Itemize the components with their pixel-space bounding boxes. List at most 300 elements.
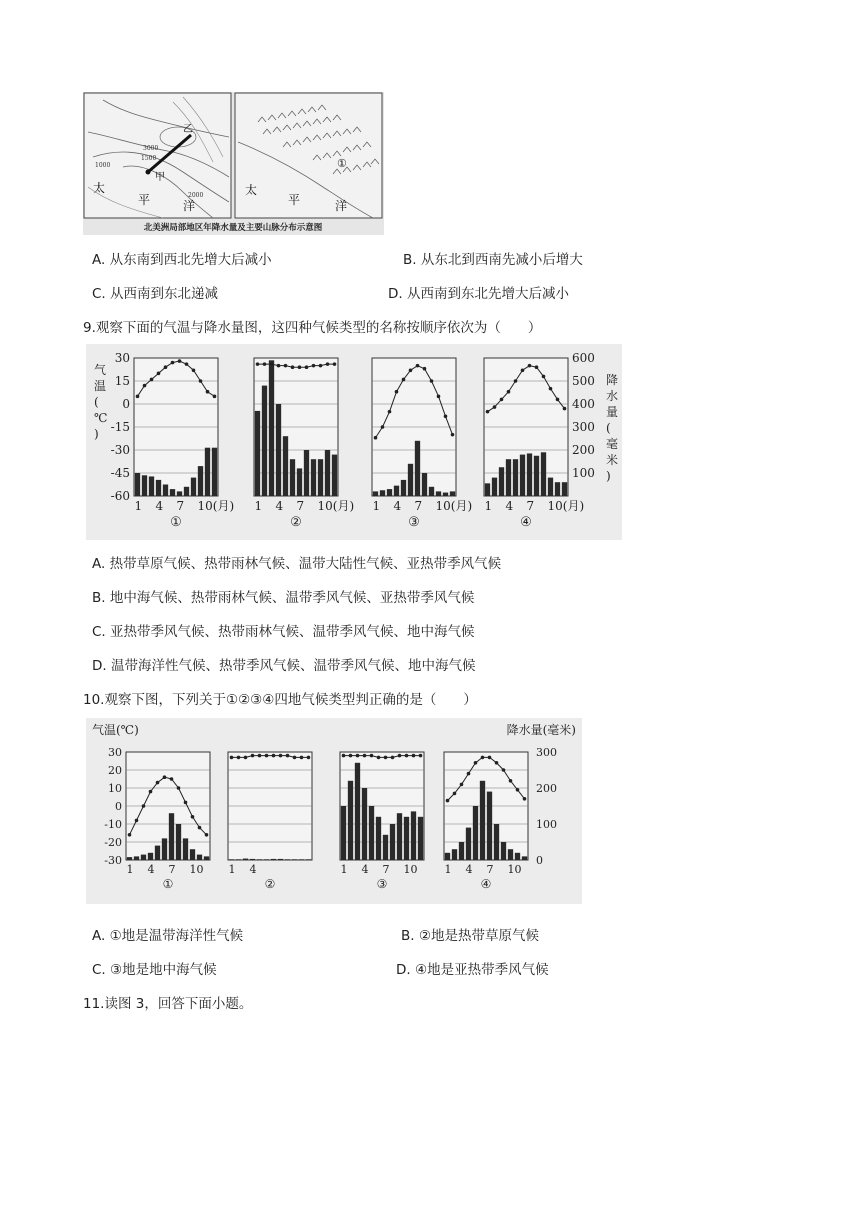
q9-precip-bar [325, 450, 330, 496]
map-label-circle1: ① [337, 157, 347, 170]
q9-temp-point [277, 364, 281, 368]
q9-precip-bar [436, 491, 441, 496]
q10-temp-point [307, 756, 311, 760]
q9-left-tick: 30 [114, 351, 130, 365]
q9-temp-point [528, 364, 532, 368]
q9-right-tick: 500 [572, 374, 595, 388]
q9-temp-point [305, 365, 309, 369]
q9-precip-bar [269, 360, 274, 496]
q9-temp-point [312, 364, 316, 368]
q10-temp-point [279, 754, 283, 758]
q10-left-tick: 10 [108, 782, 122, 795]
q10-precip-bar [306, 859, 311, 860]
q9-temp-point [542, 375, 546, 379]
q10-precip-bar [183, 838, 188, 860]
q9-right-axis-label: 毫 [606, 437, 619, 451]
q10-temp-point [156, 781, 160, 785]
q9-option-c[interactable]: C. 亚热带季风气候、热带雨林气候、温带季风气候、地中海气候 [92, 624, 475, 640]
q10-temp-point [170, 777, 174, 781]
q9-precip-bar [534, 456, 539, 496]
q9-x-tick: 1 [484, 499, 493, 513]
q9-temp-point [319, 364, 323, 368]
map-label-jia: 甲 [155, 172, 165, 183]
contour-label-3000: 3000 [143, 145, 159, 152]
q10-temp-point [412, 754, 416, 758]
contour-label-1500: 1500 [141, 155, 157, 162]
q9-temp-point [535, 365, 539, 369]
q10-temp-point [481, 756, 485, 760]
q9-left-axis-label: ℃ [94, 411, 108, 425]
q9-option-d[interactable]: D. 温带海洋性气候、热带季风气候、温带季风气候、地中海气候 [92, 658, 476, 674]
q9-x-tick: 10(月) [317, 499, 355, 513]
q10-option-a[interactable]: A. ①地是温带海洋性气候 [92, 928, 244, 944]
q9-precip-bar [408, 464, 413, 496]
q9-temp-point [416, 364, 420, 368]
q10-x-tick: 1 [126, 863, 134, 876]
q10-left-tick: -10 [104, 818, 122, 831]
q10-precip-bar [501, 842, 506, 860]
q9-temp-point [388, 410, 392, 414]
q9-climate-chart [86, 344, 622, 540]
q9-precip-bar [401, 480, 406, 496]
q10-temp-point [349, 754, 353, 758]
q9-precip-bar [485, 483, 490, 496]
q9-temp-point [451, 433, 455, 437]
q10-x-tick: 1 [228, 863, 236, 876]
q10-precip-bar [487, 792, 492, 860]
q10-precip-bar [278, 859, 283, 860]
q10-precip-bar [292, 859, 297, 860]
q10-temp-point [177, 786, 181, 790]
q9-x-tick: 1 [372, 499, 381, 513]
q10-temp-point [128, 833, 132, 837]
q9-temp-point [298, 365, 302, 369]
q10-temp-point [391, 756, 395, 760]
q9-precip-bar [177, 491, 182, 496]
q9-temp-point [374, 436, 378, 440]
q9-temp-point [514, 379, 518, 383]
q10-precip-bar [397, 813, 402, 860]
q10-precip-bar [376, 817, 381, 860]
q9-precip-bar [170, 489, 175, 496]
q10-temp-point [488, 756, 492, 760]
q9-x-tick: 10(月) [547, 499, 585, 513]
q10-precip-bar [176, 824, 181, 860]
q9-temp-point [157, 372, 161, 376]
q10-precip-bar [299, 859, 304, 860]
q10-precip-bar [369, 806, 374, 860]
q10-temp-point [286, 754, 290, 758]
q10-temp-point [300, 756, 304, 760]
q9-precip-bar [548, 478, 553, 496]
q9-temp-point [192, 368, 196, 372]
q10-precip-bar [236, 859, 241, 860]
q9-precip-bar [318, 459, 323, 496]
q9-precip-bar [276, 404, 281, 496]
q10-temp-point [356, 754, 360, 758]
q9-x-tick: 1 [254, 499, 263, 513]
q9-precip-bar [304, 450, 309, 496]
q9-precip-bar [205, 448, 210, 496]
q10-temp-point [446, 799, 450, 803]
q9-precip-bar [387, 489, 392, 496]
q10-precip-bar [204, 856, 209, 860]
q9-precip-bar [394, 486, 399, 496]
q9-temp-point [171, 361, 175, 365]
q9-x-tick: 1 [134, 499, 143, 513]
q9-temp-point [507, 390, 511, 394]
q10-temp-point [509, 779, 513, 783]
q9-temp-point [256, 362, 260, 366]
q10-option-c[interactable]: C. ③地是地中海气候 [92, 962, 217, 978]
q9-stem: 9.观察下面的气温与降水量图，这四种气候类型的名称按顺序依次为（ ） [83, 320, 542, 336]
q10-precip-bar [459, 842, 464, 860]
q10-precip-bar [473, 806, 478, 860]
q10-temp-point [163, 775, 167, 779]
q10-precip-bar [515, 853, 520, 860]
q10-precip-bar [162, 838, 167, 860]
q10-right-axis-label: 降水量(毫米) [506, 723, 576, 737]
q9-temp-point [284, 364, 288, 368]
q9-precip-bar [156, 480, 161, 496]
q10-left-tick: 0 [115, 800, 122, 813]
q10-x-tick: 4 [465, 863, 473, 876]
q9-temp-point [430, 379, 434, 383]
q10-precip-bar [127, 857, 132, 860]
q10-panel-label: ① [162, 877, 174, 891]
q9-precip-bar [513, 459, 518, 496]
q10-precip-bar [197, 855, 202, 860]
q9-x-tick: 4 [275, 499, 284, 513]
q9-precip-bar [520, 455, 525, 496]
q10-left-axis-label: 气温(℃) [92, 723, 139, 737]
q10-right-tick: 100 [536, 818, 557, 831]
q10-precip-bar [418, 817, 423, 860]
q9-panel-label: ② [290, 515, 302, 530]
map-label-yi: 乙 [183, 124, 193, 135]
q10-temp-point [149, 790, 153, 794]
q10-temp-point [419, 754, 423, 758]
q9-precip-bar [499, 467, 504, 496]
q9-x-tick: 4 [155, 499, 164, 513]
q9-right-axis-label: 降 [606, 373, 619, 387]
q9-temp-point [423, 367, 427, 371]
q9-panel-label: ① [170, 515, 182, 530]
q10-temp-point [230, 756, 234, 760]
q9-temp-point [381, 425, 385, 429]
q10-precip-bar [190, 849, 195, 860]
q10-precip-bar [355, 763, 360, 860]
q10-right-tick: 300 [536, 746, 557, 759]
q9-temp-point [409, 368, 413, 372]
q9-temp-point [291, 365, 295, 369]
q9-temp-point [521, 368, 525, 372]
q9-panel-label: ④ [520, 515, 532, 530]
q10-panel-label: ③ [376, 877, 388, 891]
q9-temp-point [213, 395, 217, 399]
q10-precip-bar [452, 849, 457, 860]
q10-temp-point [237, 756, 241, 760]
q9-right-axis-label: 水 [606, 389, 619, 403]
q9-x-tick: 7 [296, 499, 305, 513]
q9-left-tick: -15 [110, 420, 130, 434]
q10-precip-bar [155, 846, 160, 860]
q9-x-tick: 10(月) [197, 499, 235, 513]
q10-precip-bar [390, 824, 395, 860]
q10-temp-point [495, 761, 499, 765]
north-america-precipitation-map [83, 92, 384, 235]
q9-temp-point [143, 384, 147, 388]
q10-stem: 10.观察下图，下列关于①②③④四地气候类型判正确的是（ ） [83, 692, 477, 708]
q10-right-tick: 0 [536, 854, 543, 867]
q10-precip-bar [341, 806, 346, 860]
q9-left-tick: 15 [114, 374, 130, 388]
q10-temp-point [293, 756, 297, 760]
q9-x-tick: 7 [414, 499, 423, 513]
q9-right-axis-label: 米 [606, 453, 619, 467]
q9-x-tick: 4 [393, 499, 402, 513]
q10-temp-point [251, 754, 255, 758]
q10-option-d[interactable]: D. ④地是亚热带季风气候 [396, 962, 549, 978]
q9-temp-point [185, 362, 189, 366]
contour-label-1000: 1000 [95, 162, 111, 169]
q9-temp-point [326, 362, 330, 366]
q10-precip-bar [522, 856, 527, 860]
q8-option-c[interactable]: C. 从西南到东北递减 [92, 286, 219, 302]
q9-right-tick: 200 [572, 443, 595, 457]
q10-left-tick: 30 [108, 746, 122, 759]
q9-temp-point [136, 395, 140, 399]
contour-label-2000: 2000 [188, 192, 204, 199]
q10-temp-point [258, 754, 262, 758]
q10-temp-point [460, 783, 464, 787]
q9-left-axis-label: ) [94, 427, 99, 441]
q10-temp-point [198, 826, 202, 830]
q9-option-b[interactable]: B. 地中海气候、热带雨林气候、温带季风气候、亚热带季风气候 [92, 590, 475, 606]
q9-right-axis-label: ) [606, 469, 611, 483]
q9-precip-bar [163, 485, 168, 497]
q8-option-d[interactable]: D. 从西南到东北先增大后减小 [388, 286, 569, 302]
q8-option-b[interactable]: B. 从东北到西南先减小后增大 [403, 252, 583, 268]
q10-precip-bar [445, 853, 450, 860]
q9-precip-bar [191, 478, 196, 496]
q9-left-tick: 0 [122, 397, 130, 411]
q10-temp-point [516, 788, 520, 792]
q10-precip-bar [494, 824, 499, 860]
q9-temp-point [437, 395, 441, 399]
q10-climate-chart [86, 718, 582, 904]
q10-x-tick: 7 [486, 863, 494, 876]
q9-precip-bar [184, 487, 189, 496]
q10-left-tick: -30 [104, 854, 122, 867]
q10-temp-point [405, 754, 409, 758]
q10-x-tick: 7 [168, 863, 176, 876]
q9-precip-bar [311, 459, 316, 496]
q10-temp-point [191, 815, 195, 819]
q10-temp-point [502, 768, 506, 772]
q9-temp-point [164, 365, 168, 369]
q9-x-tick: 7 [526, 499, 535, 513]
q10-precip-bar [250, 859, 255, 860]
map-label-yang: 洋 [183, 199, 196, 213]
q10-temp-point [205, 833, 209, 837]
q11-stem: 11.读图 3，回答下面小题。 [83, 996, 253, 1012]
q10-precip-bar [229, 859, 234, 860]
q9-temp-point [402, 378, 406, 382]
q10-panel-label: ② [264, 877, 276, 891]
q9-right-tick: 300 [572, 420, 595, 434]
q9-precip-bar [555, 482, 560, 496]
q9-right-tick: 600 [572, 351, 595, 365]
q10-panel-label: ④ [480, 877, 492, 891]
q10-precip-bar [348, 781, 353, 860]
q10-temp-point [453, 792, 457, 796]
q10-precip-bar [383, 835, 388, 860]
q10-x-tick: 4 [361, 863, 369, 876]
q9-option-a[interactable]: A. 热带草原气候、热带雨林气候、温带大陆性气候、亚热带季风气候 [92, 556, 502, 572]
q9-temp-point [500, 398, 504, 402]
q10-precip-bar [466, 828, 471, 860]
map-label-yang-right: 洋 [335, 199, 348, 213]
q9-temp-point [270, 362, 274, 366]
q9-temp-point [444, 414, 448, 418]
q10-option-b[interactable]: B. ②地是热带草原气候 [401, 928, 539, 944]
map-label-tai: 太 [93, 181, 106, 195]
q10-right-tick: 200 [536, 782, 557, 795]
q10-precip-bar [257, 859, 262, 860]
q10-precip-bar [362, 788, 367, 860]
q10-temp-point [142, 804, 146, 808]
q9-precip-bar [149, 476, 154, 496]
q9-left-tick: -45 [110, 466, 130, 480]
q10-temp-point [370, 754, 374, 758]
q9-temp-point [263, 362, 267, 366]
q9-precip-bar [212, 448, 217, 496]
q10-temp-point [384, 756, 388, 760]
q9-right-axis-label: 量 [606, 405, 619, 419]
q10-precip-bar [141, 855, 146, 860]
q10-temp-point [265, 754, 269, 758]
q10-temp-point [363, 754, 367, 758]
q9-right-tick: 100 [572, 466, 595, 480]
q9-precip-bar [283, 436, 288, 496]
q9-temp-point [563, 407, 567, 411]
q9-left-axis-label: ( [94, 395, 99, 409]
q10-temp-point [377, 756, 381, 760]
q9-precip-bar [135, 473, 140, 496]
q10-temp-point [135, 819, 139, 823]
q9-left-tick: -30 [110, 443, 130, 457]
q9-temp-point [150, 378, 154, 382]
q10-temp-point [398, 754, 402, 758]
q9-precip-bar [297, 468, 302, 496]
q9-x-tick: 4 [505, 499, 514, 513]
q9-panel-label: ③ [408, 515, 420, 530]
q10-precip-bar [169, 813, 174, 860]
q9-temp-point [486, 410, 490, 414]
q10-precip-bar [508, 849, 513, 860]
q10-x-tick: 1 [340, 863, 348, 876]
q10-temp-point [184, 801, 188, 805]
q10-precip-bar [480, 781, 485, 860]
q9-temp-point [395, 390, 399, 394]
q10-precip-bar [134, 856, 139, 860]
map-caption: 北美洲局部地区年降水量及主要山脉分布示意图 [143, 223, 323, 233]
q9-temp-point [556, 398, 560, 402]
q9-temp-point [333, 362, 337, 366]
q9-precip-bar [429, 487, 434, 496]
q9-temp-point [206, 390, 210, 394]
q9-temp-point [493, 405, 497, 409]
q10-x-tick: 4 [249, 863, 257, 876]
q10-x-tick: 4 [147, 863, 155, 876]
q9-precip-bar [373, 491, 378, 496]
q10-left-tick: -20 [104, 836, 122, 849]
q8-option-a[interactable]: A. 从东南到西北先增大后减小 [92, 252, 272, 268]
q9-precip-bar [380, 490, 385, 496]
q9-right-axis-label: ( [606, 421, 611, 435]
q10-precip-bar [411, 811, 416, 860]
q9-precip-bar [443, 493, 448, 496]
q9-temp-point [199, 379, 203, 383]
q9-left-tick: -60 [110, 489, 130, 503]
q10-temp-point [467, 772, 471, 776]
q9-temp-point [178, 359, 182, 363]
q9-precip-bar [562, 482, 567, 496]
q10-x-tick: 1 [444, 863, 452, 876]
q10-temp-point [244, 756, 248, 760]
q9-precip-bar [332, 455, 337, 496]
q10-x-tick: 10 [189, 863, 204, 876]
q9-precip-bar [527, 453, 532, 496]
q9-precip-bar [290, 459, 295, 496]
q9-precip-bar [142, 475, 147, 496]
q10-precip-bar [271, 859, 276, 860]
q10-precip-bar [285, 859, 290, 860]
q10-temp-point [342, 754, 346, 758]
q10-temp-point [474, 761, 478, 765]
q10-x-tick: 10 [507, 863, 522, 876]
q9-x-tick: 10(月) [435, 499, 473, 513]
q10-x-tick: 7 [382, 863, 390, 876]
q9-precip-bar [492, 478, 497, 496]
q9-precip-bar [422, 473, 427, 496]
q9-right-tick: 400 [572, 397, 595, 411]
q10-precip-bar [243, 859, 248, 860]
q9-precip-bar [450, 491, 455, 496]
q9-x-tick: 7 [176, 499, 185, 513]
q9-precip-bar [255, 411, 260, 496]
q10-temp-point [523, 797, 527, 801]
q9-left-axis-label: 温 [94, 379, 107, 393]
q9-precip-bar [541, 452, 546, 496]
q10-precip-bar [404, 817, 409, 860]
q10-left-tick: 20 [108, 764, 122, 777]
q9-temp-point [549, 387, 553, 391]
map-label-tai-right: 太 [245, 183, 258, 197]
q9-precip-bar [262, 386, 267, 496]
q10-precip-bar [148, 853, 153, 860]
q10-temp-point [272, 754, 276, 758]
q9-precip-bar [415, 441, 420, 496]
q9-precip-bar [506, 459, 511, 496]
q9-precip-bar [198, 466, 203, 496]
q9-left-axis-label: 气 [94, 363, 107, 377]
q10-x-tick: 10 [403, 863, 418, 876]
map-label-ping-right: 平 [288, 193, 301, 207]
q10-precip-bar [264, 859, 269, 860]
map-label-ping: 平 [138, 193, 151, 207]
